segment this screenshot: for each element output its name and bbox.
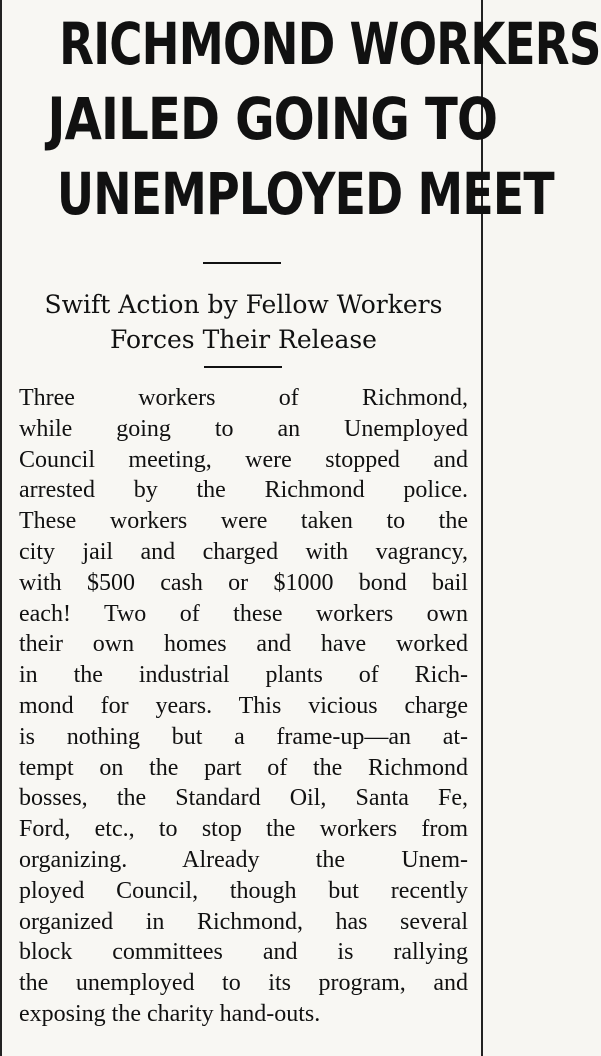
article-line: the unemployed to its program, and — [19, 970, 468, 997]
article-line: ployed Council, though but recently — [19, 877, 468, 904]
top-divider-rule — [203, 262, 281, 264]
subheadline-line-2: Forces Their Release — [110, 325, 377, 354]
article-line: bosses, the Standard Oil, Santa Fe, — [19, 785, 468, 812]
subheadline-line-1: Swift Action by Fellow Workers — [44, 290, 443, 319]
article-line: is nothing but a frame-up—an at- — [19, 723, 468, 750]
article-line: organized in Richmond, has several — [19, 908, 468, 935]
article-line: These workers were taken to the — [19, 508, 468, 535]
article-line: mond for years. This vicious charge — [19, 692, 468, 719]
article-line: city jail and charged with vagrancy, — [19, 538, 468, 565]
headline-line-1: RICHMOND WORKERS — [59, 10, 601, 78]
article-line: Ford, etc., to stop the workers from — [19, 816, 468, 843]
article-line: each! Two of these workers own — [19, 600, 468, 627]
article-line: their own homes and have worked — [19, 631, 468, 658]
article-body — [19, 383, 468, 1030]
subheadline-divider-rule — [204, 366, 282, 368]
article-line: tempt on the part of the Richmond — [19, 754, 468, 781]
article-line: Three workers of Richmond, — [19, 385, 468, 411]
article-line: organizing. Already the Unem- — [19, 846, 468, 873]
article-line: while going to an Unemployed — [19, 415, 468, 442]
headline-line-3: UNEMPLOYED MEET — [56, 160, 554, 228]
article-line: in the industrial plants of Rich- — [19, 662, 468, 689]
article-line: block committees and is rallying — [19, 939, 468, 966]
article-line: with $500 cash or $1000 bond bail — [19, 569, 468, 596]
article-line: Council meeting, were stopped and — [19, 446, 468, 473]
headline-line-2: JAILED GOING TO — [47, 85, 498, 153]
article-line: exposing the charity hand-outs. — [19, 1000, 321, 1027]
article-line: arrested by the Richmond police. — [19, 477, 468, 504]
